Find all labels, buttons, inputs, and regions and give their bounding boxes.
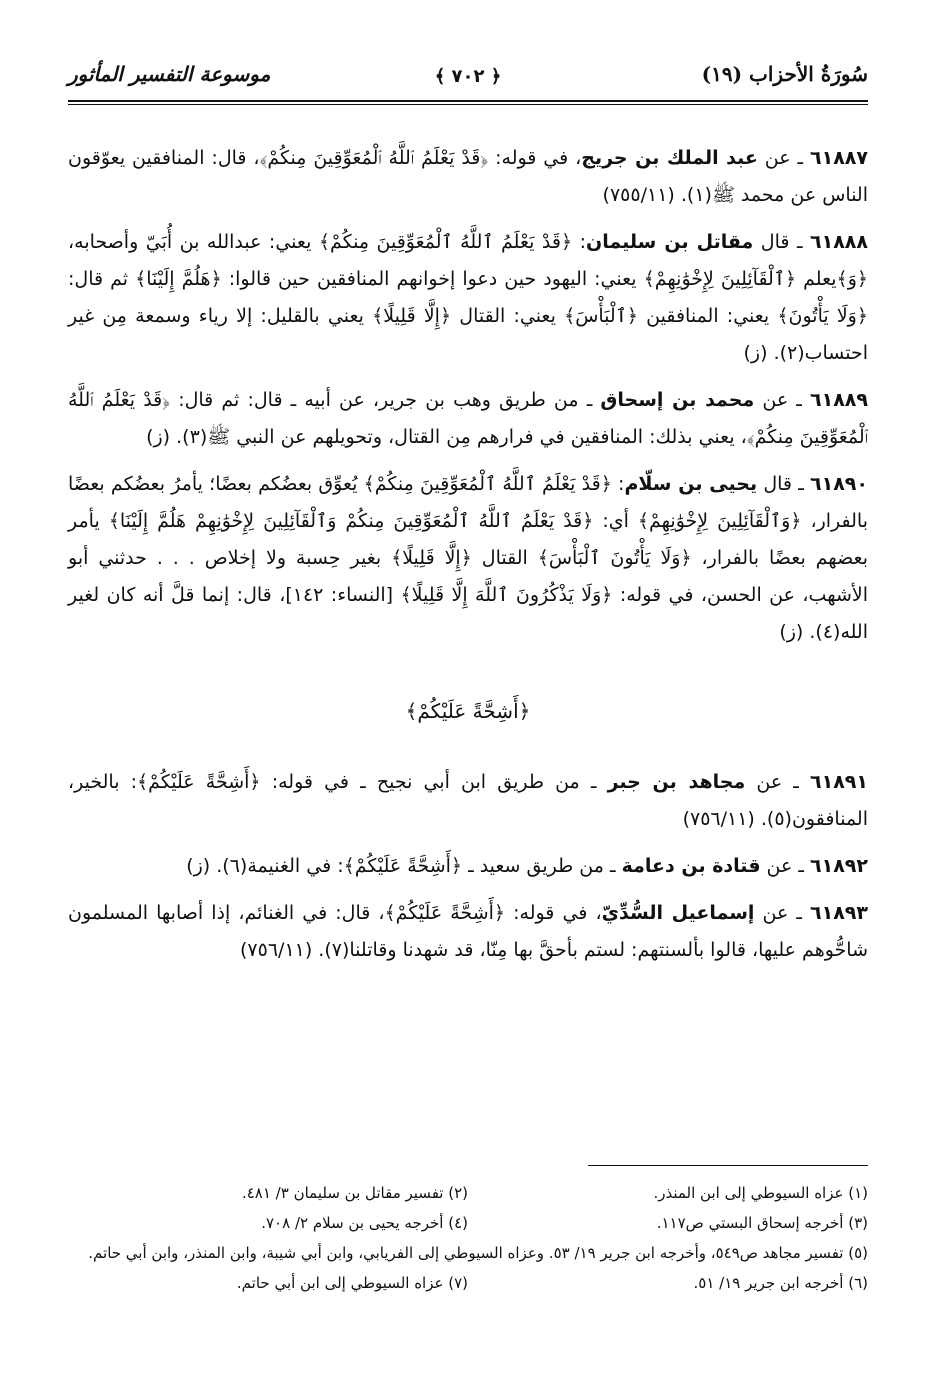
header-rule-thin: [68, 104, 868, 105]
main-text: [68, 140, 868, 979]
footnote-2: (٢) تفسير مقاتل بن سليمان ٣/ ٤٨١.: [241, 1184, 468, 1202]
entry-prefix: ـ عن: [754, 389, 810, 411]
footnote-row: [68, 1268, 868, 1298]
entry: [68, 224, 868, 372]
footnote-row: [68, 1178, 868, 1208]
footnote-4: (٤) أخرجه يحيى بن سلام ٢/ ٧٠٨.: [261, 1214, 468, 1232]
entry-prefix: ـ قال: [757, 473, 810, 495]
entry-number: ٦١٨٨٨: [810, 231, 868, 253]
entries-group-2: [68, 764, 868, 969]
entry-text: ـ من طريق ابن أبي نجيح ـ في قوله: ﴿أَشِحَّةً عَلَيْكُمْ﴾: بالخير، المنافقون(٥). (٧٥٦/١١): [68, 771, 868, 830]
narrator-name: عبد الملك بن جريج: [581, 147, 758, 169]
entry-number: ٦١٨٩٣: [810, 902, 868, 924]
narrator-name: قتادة بن دعامة: [621, 855, 761, 877]
entry: [68, 895, 868, 969]
footnote-7: (٧) عزاه السيوطي إلى ابن أبي حاتم.: [236, 1274, 468, 1292]
entry-prefix: ـ عن: [757, 147, 811, 169]
narrator-name: مقاتل بن سليمان: [586, 231, 754, 253]
entry-number: ٦١٨٨٩: [810, 389, 868, 411]
entry-prefix: ـ عن: [760, 855, 811, 877]
entry-number: ٦١٨٨٧: [810, 147, 868, 169]
entry-text: ـ من طريق سعيد ـ ﴿أَشِحَّةً عَلَيْكُمْ﴾: في الغنيمة(٦). (ز): [186, 855, 622, 877]
page-number: ﴿ ٧٠٢ ﴾: [434, 66, 502, 87]
entry-number: ٦١٨٩١: [810, 771, 868, 793]
footnote-5: (٥) تفسير مجاهد ص٥٤٩، وأخرجه ابن جرير ١٩/ ٥٣. وعزاه السيوطي إلى الفريابي، وابن أبي شيبة، وابن المنذر، وابن أبي حاتم.: [88, 1244, 868, 1262]
entries-group-1: [68, 140, 868, 651]
entry-number: ٦١٨٩٢: [810, 855, 868, 877]
entry-text: ، في قوله: ﴿أَشِحَّةً عَلَيْكُمْ﴾، قال: في الغنائم، إذا أصابها المسلمون شاحُّوهم عليها، قالوا بألسنتهم: لستم بأحقَّ بها مِنّا، قد شهدنا وقاتلنا(٧). (٧٥٦/١١): [68, 902, 868, 961]
narrator-name: يحيى بن سلّام: [624, 473, 758, 495]
book-title: موسوعة التفسير المأثور: [68, 62, 271, 86]
entry: [68, 764, 868, 838]
entry-number: ٦١٨٩٠: [810, 473, 868, 495]
entry: [68, 466, 868, 651]
entry: [68, 848, 868, 885]
entry-prefix: ـ عن: [754, 902, 811, 924]
footnotes: [68, 1178, 868, 1298]
footnote-3: (٣) أخرجه إسحاق البستي ص١١٧.: [656, 1214, 868, 1232]
entry: [68, 140, 868, 214]
narrator-name: إسماعيل السُّدِّيّ: [601, 902, 755, 924]
footnote-rule: [588, 1165, 868, 1166]
entry-text: : ﴿قَدْ يَعْلَمُ ٱللَّهُ ٱلْمُعَوِّقِينَ مِنكُمْ﴾ يُعوِّق بعضُكم بعضًا؛ يأمرُ بعضُكم بعضًا بالفرار، ﴿وَٱلْقَآئِلِينَ لِإِخْوَٰنِهِمْ﴾ أي: ﴿قَدْ يَعْلَمُ ٱللَّهُ ٱلْمُعَوِّقِينَ مِنكُمْ وَٱلْقَآئِلِينَ لِإِخْوَٰنِهِمْ هَلُمَّ إِلَيْنَا﴾ يأمر بعضهم بعضًا بالفرار، ﴿وَلَا يَأْتُونَ ٱلْبَأْسَ﴾ القتال ﴿إِلَّا قَلِيلًا﴾ بغير حِسبة ولا إخلاص . . . حدثني أبو الأشهب، عن الحسن، في قوله: ﴿وَلَا يَذْكُرُونَ ٱللَّهَ إِلَّا قَلِيلًا﴾ [النساء: ١٤٢]، قال: إنما قلَّ أنه كان لغير الله(٤). (ز): [68, 473, 868, 643]
narrator-name: مجاهد بن جبر: [607, 771, 746, 793]
entry-text: ـ من طريق وهب بن جرير، عن أبيه ـ قال: ثم قال: ﴿قَدْ يَعْلَمُ ٱللَّهُ ٱلْمُعَوِّقِينَ مِنكُمْ﴾، يعني بذلك: المنافقين في فرارهم مِن القتال، وتحويلهم عن النبي ﷺ(٣). (ز): [68, 389, 868, 448]
entry-text: : ﴿قَدْ يَعْلَمُ ٱللَّهُ ٱلْمُعَوِّقِينَ مِنكُمْ﴾ يعني: عبدالله بن أُبَيّ وأصحابه، ﴿وَ﴾يعلم ﴿ٱلْقَآئِلِينَ لِإِخْوَٰنِهِمْ﴾ يعني: اليهود حين دعوا إخوانهم المنافقين حين قالوا: ﴿هَلُمَّ إِلَيْنَا﴾ ثم قال: ﴿وَلَا يَأْتُونَ﴾ يعني: المنافقين ﴿ٱلْبَأْسَ﴾ يعني: القتال ﴿إِلَّا قَلِيلًا﴾ يعني بالقليل: إلا رياء وسمعة مِن غير احتساب(٢). (ز): [68, 231, 868, 364]
header-rule: [68, 100, 868, 102]
entry: [68, 382, 868, 456]
footnote-1: (١) عزاه السيوطي إلى ابن المنذر.: [653, 1184, 868, 1202]
entry-prefix: ـ قال: [753, 231, 811, 253]
footnote-6: (٦) أخرجه ابن جرير ١٩/ ٥١.: [693, 1274, 868, 1292]
section-heading: ﴿أَشِحَّةً عَلَيْكُمْ﴾: [405, 699, 531, 723]
surah-title: سُورَةُ الأحزاب (١٩): [701, 62, 868, 86]
entry-prefix: ـ عن: [745, 771, 810, 793]
footnote-row: [68, 1208, 868, 1238]
narrator-name: محمد بن إسحاق: [600, 389, 755, 411]
page-header: [68, 58, 868, 104]
entry-text: ، في قوله: ﴿قَدْ يَعْلَمُ ٱللَّهُ ٱلْمُعَوِّقِينَ مِنكُمْ﴾، قال: المنافقين يعوّقون الناس عن محمد ﷺ(١). (٧٥٥/١١): [68, 147, 868, 206]
